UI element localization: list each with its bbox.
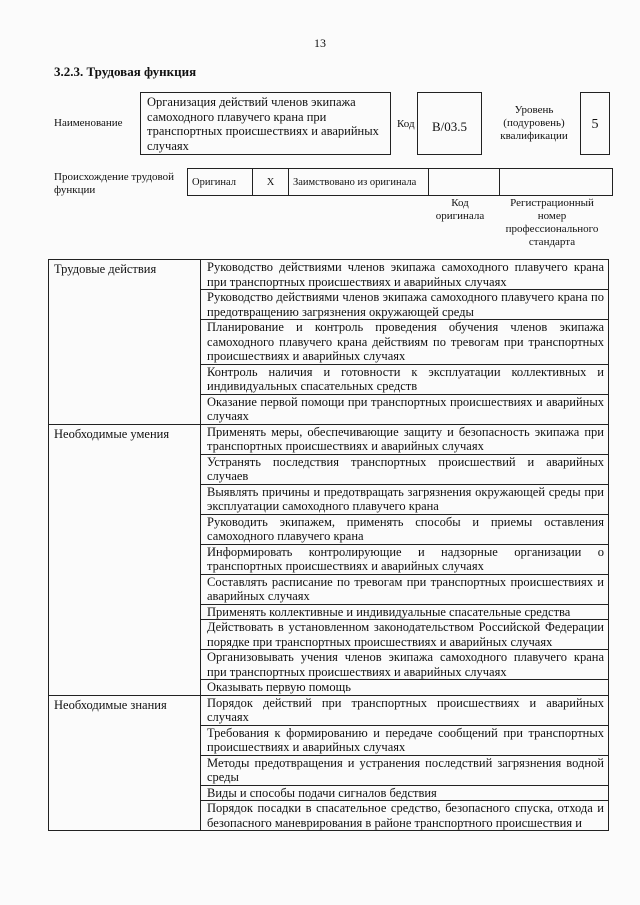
code-original-caption: Код оригинала [435, 197, 485, 222]
table-item-text: Составлять расписание по тревогам при транспортных происшествиях и аварийных случаях [207, 574, 604, 603]
table-item [201, 320, 609, 365]
name-label: Наименование [54, 117, 123, 129]
table-item [201, 695, 609, 725]
table-item [201, 454, 609, 484]
table-row [49, 695, 609, 725]
table-item-text: Требования к формированию и передаче сообщений при транспортных происшествиях и аварийных случаях [207, 725, 604, 754]
table-item [201, 484, 609, 514]
reg-number-caption: Регистрационный номер профессионального стандарта [505, 197, 599, 248]
table-item-text: Методы предотвращения и устранения последствий загрязнения водной среды [207, 755, 604, 784]
table-item [201, 620, 609, 650]
table-item-text: Руководство действиями членов экипажа самоходного плавучего крана при транспортных происшествиях и аварийных случаях [207, 260, 604, 289]
table-item-text: Устранять последствия транспортных происшествий и аварийных случаев [207, 454, 604, 483]
table-item [201, 680, 609, 696]
table-item-text: Информировать контролирующие и надзорные организации о транспортных происшествиях и аварийных случаях [207, 544, 604, 573]
table-item [201, 755, 609, 785]
table-item-text: Оказывать первую помощь [207, 680, 351, 694]
table-item [201, 364, 609, 394]
table-item-text: Применять меры, обеспечивающие защиту и безопасность экипажа при транспортных происшествиях и аварийных случаях [207, 424, 604, 453]
table-item-text: Порядок посадки в спасательное средство, безопасного спуска, отхода и безопасного маневрирования в районе транспортного происшествия и [207, 801, 604, 830]
table-item-text: Руководить экипажем, применять способы и приемы оставления самоходного плавучего крана [207, 514, 604, 543]
original-mark: X [253, 169, 289, 196]
table-row [49, 424, 609, 454]
qualification-level-value: 5 [580, 92, 610, 155]
origin-code-cell [429, 169, 500, 196]
table-item-text: Порядок действий при транспортных происшествиях и аварийных случаях [207, 695, 604, 724]
section-title: 3.2.3. Трудовая функция [54, 64, 197, 79]
required-knowledge-category: Необходимые знания [49, 695, 201, 831]
labor-function-table [48, 259, 609, 831]
table-item [201, 290, 609, 320]
origin-reg-number-cell [500, 169, 613, 196]
original-label: Оригинал [188, 169, 253, 196]
table-item [201, 801, 609, 831]
table-item-text: Оказание первой помощи при транспортных происшествиях и аварийных случаях [207, 394, 604, 423]
table-row [49, 260, 609, 290]
table-item [201, 604, 609, 620]
origin-label: Происхождение трудовой функции [54, 171, 175, 196]
table-item [201, 424, 609, 454]
table-item [201, 394, 609, 424]
code-value: B/03.5 [417, 92, 482, 155]
table-item-text: Контроль наличия и готовности к эксплуатации коллективных и индивидуальных спасательных средств [207, 364, 604, 393]
table-item [201, 574, 609, 604]
qualification-level-label: Уровень (подуровень) квалификации [500, 104, 568, 142]
origin-table [187, 168, 613, 196]
table-item-text: Организовывать учения членов экипажа самоходного плавучего крана при транспортных происшествиях и аварийных случаях [207, 650, 604, 679]
borrowed-label: Заимствовано из оригинала [289, 169, 429, 196]
function-name-box: Организация действий членов экипажа самоходного плавучего крана при транспортных происшествиях и аварийных случаях [140, 92, 391, 155]
required-skills-category: Необходимые умения [49, 424, 201, 695]
table-item [201, 725, 609, 755]
table-item-text: Действовать в установленном законодательством Российской Федерации порядке при транспортных происшествиях и аварийных случаях [207, 620, 604, 649]
table-item-text: Выявлять причины и предотвращать загрязнения окружающей среды при эксплуатации самоходного плавучего крана [207, 484, 604, 513]
table-item [201, 514, 609, 544]
table-item [201, 650, 609, 680]
table-item [201, 544, 609, 574]
table-item-text: Применять коллективные и индивидуальные спасательные средства [207, 604, 571, 619]
table-item-text: Виды и способы подачи сигналов бедствия [207, 785, 437, 800]
labor-actions-category: Трудовые действия [49, 260, 201, 425]
table-item [201, 785, 609, 801]
page-number: 13 [314, 36, 326, 50]
table-item [201, 260, 609, 290]
code-label: Код [397, 118, 415, 130]
table-item-text: Руководство действиями членов экипажа самоходного плавучего крана по предотвращению загрязнения окружающей среды [207, 290, 604, 319]
table-item-text: Планирование и контроль проведения обучения членов экипажа самоходного плавучего крана действиям по тревогам при транспортных происшествиях и аварийных случаях [207, 320, 604, 363]
